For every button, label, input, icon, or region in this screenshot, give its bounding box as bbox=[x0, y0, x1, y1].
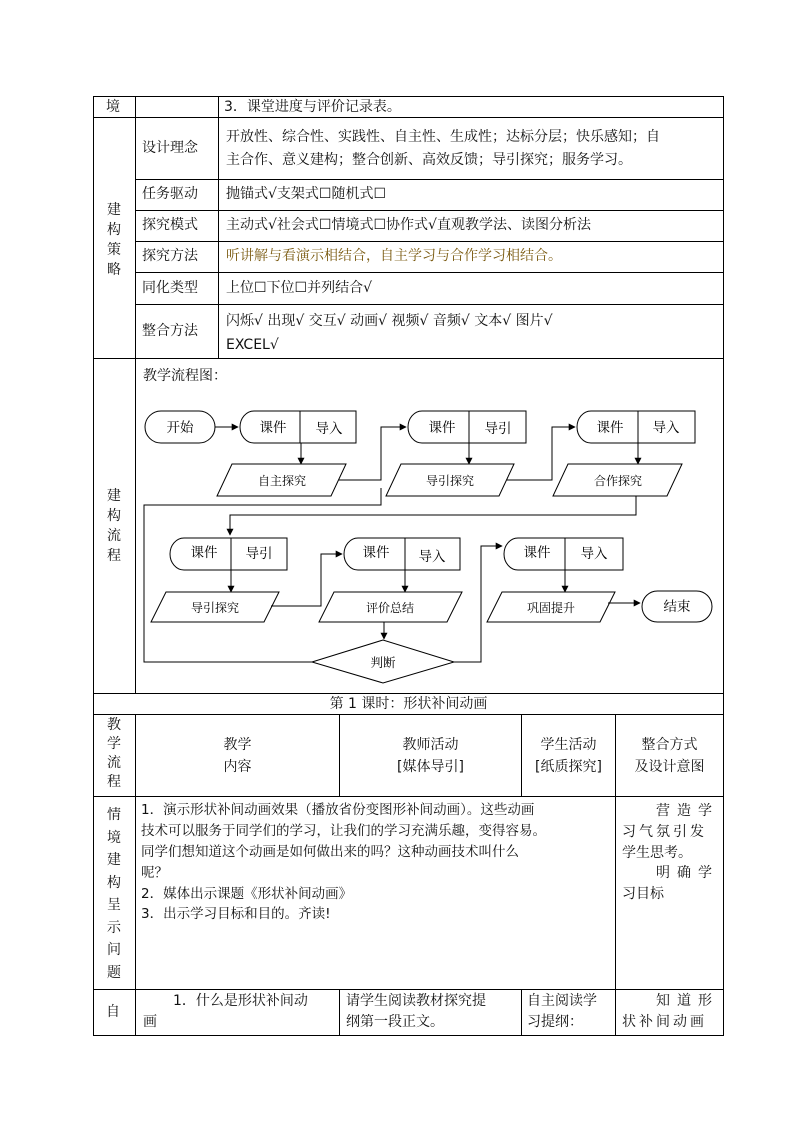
strategy-label-1: 设计理念 bbox=[142, 140, 198, 156]
strategy-label-2: 任务驱动 bbox=[142, 186, 198, 202]
self-student-a: 自主阅读学 bbox=[527, 993, 597, 1009]
cw6-text: 课件 bbox=[523, 545, 551, 561]
strategy-value-1b: 主合作、意义建构；整合创新、高效反馈；导引探究；服务学习。 bbox=[226, 152, 632, 168]
guided-explore-text-1: 导引探究 bbox=[425, 474, 475, 488]
strategy-label-5: 同化类型 bbox=[142, 280, 198, 296]
intro6-text: 导入 bbox=[580, 546, 608, 562]
evaluate-text: 评价总结 bbox=[365, 601, 415, 615]
scene-design-4: 明确学 bbox=[656, 865, 719, 881]
scene-line-5: 2．媒体出示课题《形状补间动画》 bbox=[141, 886, 353, 902]
strategy-label: 建构策略 bbox=[107, 202, 121, 278]
header-col2-a: 教师活动 bbox=[402, 737, 459, 753]
end-text: 结束 bbox=[663, 599, 691, 615]
row-top-left: 境 bbox=[106, 99, 120, 115]
flow-label: 建构流程 bbox=[107, 488, 121, 564]
self-content-b: 画 bbox=[143, 1014, 157, 1030]
cw2-text: 课件 bbox=[428, 420, 456, 436]
self-design-a: 知道形 bbox=[656, 993, 719, 1009]
cw3-text: 课件 bbox=[596, 420, 624, 436]
header-col4-b: 及设计意图 bbox=[634, 759, 705, 775]
scene-design-5: 习目标 bbox=[622, 886, 664, 902]
consolidate-text: 巩固提升 bbox=[526, 601, 576, 615]
lesson-title: 第 1 课时：形状补间动画 bbox=[329, 696, 488, 712]
strategy-value-6b: EXCEL√ bbox=[226, 337, 279, 353]
self-teacher-a: 请学生阅读教材探究提 bbox=[346, 993, 486, 1009]
header-col0: 教学流程 bbox=[107, 717, 121, 790]
self-teacher-b: 纲第一段正文。 bbox=[346, 1014, 444, 1030]
scene-line-2: 技术可以服务于同学们的学习，让我们的学习充满乐趣，变得容易。 bbox=[141, 823, 546, 839]
intro3-text: 导入 bbox=[652, 420, 680, 436]
flow-title: 教学流程图： bbox=[143, 368, 227, 384]
self-content-a: 1．什么是形状补间动 bbox=[173, 993, 308, 1009]
judge-text: 判断 bbox=[370, 655, 396, 670]
scene-line-3: 同学们想知道这个动画是如何做出来的吗？这种动画技术叫什么 bbox=[141, 844, 519, 860]
strategy-value-3: 主动式√社会式☐情境式☐协作式√直观教学法、读图分析法 bbox=[226, 217, 591, 233]
intro1-text: 导入 bbox=[315, 421, 343, 437]
strategy-value-4: 听讲解与看演示相结合，自主学习与合作学习相结合。 bbox=[226, 248, 562, 264]
strategy-label-6: 整合方法 bbox=[142, 323, 198, 339]
coop-explore-text: 合作探究 bbox=[593, 474, 643, 488]
scene-line-6: 3．出示学习目标和目的。齐读! bbox=[141, 906, 331, 922]
header-col1-a: 教学 bbox=[223, 737, 252, 753]
self-explore-text: 自主探究 bbox=[257, 474, 307, 488]
self-design-b: 状补间动画 bbox=[622, 1014, 707, 1030]
guide1-text: 导引 bbox=[484, 421, 512, 437]
scene-design-1: 营造学 bbox=[656, 803, 719, 819]
scene-design-2: 习气氛引发 bbox=[622, 824, 707, 840]
self-label: 自 bbox=[106, 1004, 120, 1020]
strategy-value-2: 抛锚式√支架式☐随机式☐ bbox=[226, 186, 387, 202]
header-col3-a: 学生活动 bbox=[540, 737, 597, 753]
scene-line-1: 1．演示形状补间动画效果（播放省份变图形补间动画）。这些动画 bbox=[141, 802, 535, 818]
strategy-value-5: 上位☐下位☐并列结合√ bbox=[226, 280, 373, 296]
intro5-text: 导入 bbox=[418, 549, 446, 565]
header-col4-a: 整合方式 bbox=[641, 737, 698, 753]
scene-label: 情境建构呈示问题 bbox=[107, 807, 121, 981]
guided-explore-text-2: 导引探究 bbox=[190, 601, 240, 615]
start-text: 开始 bbox=[166, 420, 194, 436]
self-student-b: 习提纲： bbox=[527, 1014, 583, 1030]
scene-line-4: 呢？ bbox=[141, 865, 168, 881]
strategy-value-1a: 开放性、综合性、实践性、自主性、生成性；达标分层；快乐感知；自 bbox=[226, 129, 660, 145]
header-col1-b: 内容 bbox=[223, 759, 252, 775]
header-col2-b: [媒体导引] bbox=[397, 759, 464, 775]
cw1-text: 课件 bbox=[259, 420, 287, 436]
strategy-label-4: 探究方法 bbox=[142, 248, 198, 264]
cw5-text: 课件 bbox=[362, 545, 390, 561]
strategy-label-3: 探究模式 bbox=[142, 217, 198, 233]
guide2-text: 导引 bbox=[245, 546, 273, 562]
scene-design-3: 学生思考。 bbox=[622, 845, 692, 861]
header-col3-b: [纸质探究] bbox=[535, 759, 602, 775]
strategy-value-6a: 闪烁√ 出现√ 交互√ 动画√ 视频√ 音频√ 文本√ 图片√ bbox=[226, 313, 553, 329]
row-top-right: 3．课堂进度与评价记录表。 bbox=[224, 99, 401, 115]
cw4-text: 课件 bbox=[190, 545, 218, 561]
